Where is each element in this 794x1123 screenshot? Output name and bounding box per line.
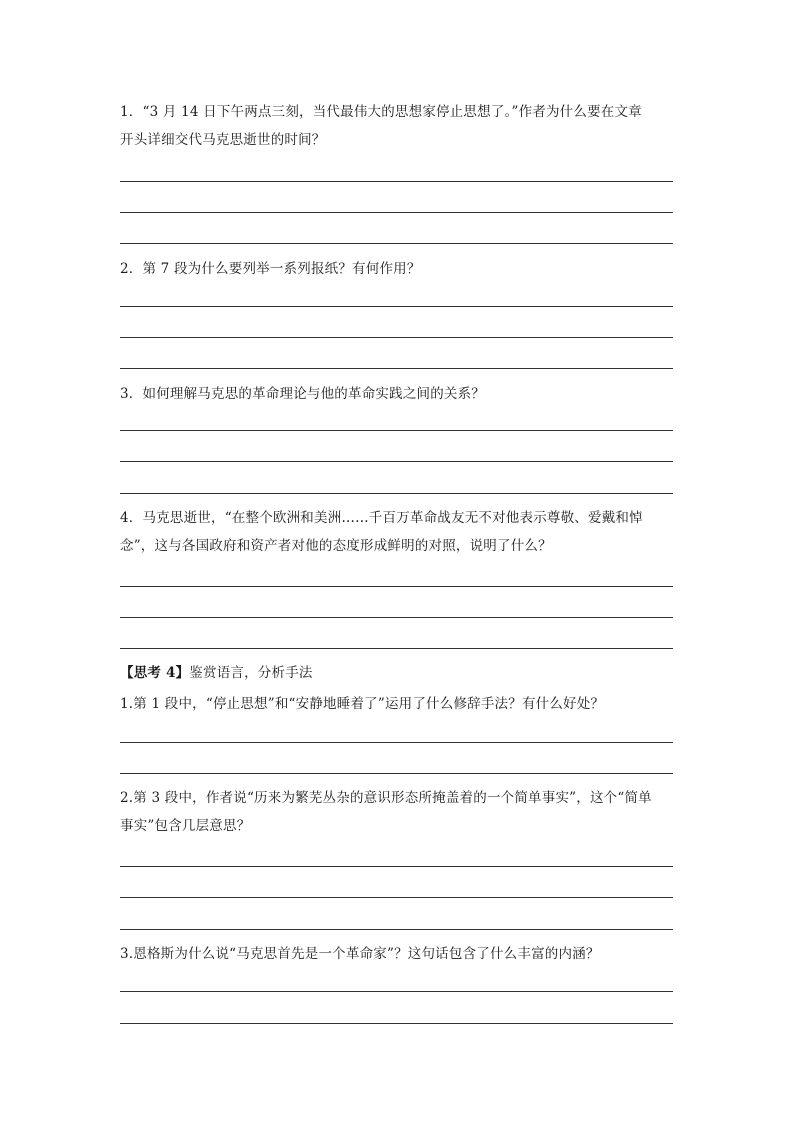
section-title: 鉴赏语言，分析手法 xyxy=(189,665,313,681)
section-heading xyxy=(120,659,680,687)
question-4-line-1: 4．马克思逝世，“在整个欧洲和美洲……千百万革命战友无不对他表示尊敬、爱戴和悼 xyxy=(120,510,643,526)
question-2 xyxy=(120,255,680,283)
answer-line[interactable] xyxy=(120,742,673,743)
answer-line[interactable] xyxy=(120,897,673,898)
answer-line[interactable] xyxy=(120,648,673,649)
answer-line[interactable] xyxy=(120,773,673,774)
answer-line[interactable] xyxy=(120,212,673,213)
question-3 xyxy=(120,380,680,408)
sub-question-2 xyxy=(120,784,680,840)
answer-line[interactable] xyxy=(120,337,673,338)
answer-line[interactable] xyxy=(120,866,673,867)
question-4-line-2: 念”，这与各国政府和资产者对他的态度形成鲜明的对照，说明了什么？ xyxy=(120,538,552,554)
question-1-line-2: 开头详细交代马克思逝世的时间？ xyxy=(120,132,326,148)
answer-line[interactable] xyxy=(120,368,673,369)
answer-line[interactable] xyxy=(120,306,673,307)
answer-line[interactable] xyxy=(120,243,673,244)
section-bracket-title: 【思考 4】 xyxy=(120,665,190,681)
answer-line[interactable] xyxy=(120,493,673,494)
question-2-line-1: 2．第 7 段为什么要列举一系列报纸？有何作用？ xyxy=(120,261,421,277)
answer-line[interactable] xyxy=(120,181,673,182)
answer-line[interactable] xyxy=(120,461,673,462)
answer-line[interactable] xyxy=(120,929,673,930)
question-1-line-1: 1．“3 月 14 日下午两点三刻，当代最伟大的思想家停止思想了。”作者为什么要在文章 xyxy=(120,104,642,120)
sub-question-2-line-2: 事实”包含几层意思？ xyxy=(120,818,251,834)
answer-line[interactable] xyxy=(120,991,673,992)
sub-question-1 xyxy=(120,690,680,718)
question-4 xyxy=(120,504,680,560)
answer-line[interactable] xyxy=(120,586,673,587)
answer-line[interactable] xyxy=(120,430,673,431)
question-1 xyxy=(120,98,680,154)
sub-question-1-line-1: 1.第 1 段中，“停止思想”和“安静地睡着了”运用了什么修辞手法？有什么好处？ xyxy=(120,696,605,712)
sub-question-3-line-1: 3.恩格斯为什么说“马克思首先是一个革命家”？这句话包含了什么丰富的内涵？ xyxy=(120,946,600,962)
sub-question-3 xyxy=(120,940,680,968)
answer-line[interactable] xyxy=(120,617,673,618)
answer-line[interactable] xyxy=(120,1023,673,1024)
question-3-line-1: 3．如何理解马克思的革命理论与他的革命实践之间的关系？ xyxy=(120,386,485,402)
sub-question-2-line-1: 2.第 3 段中，作者说“历来为繁芜丛杂的意识形态所掩盖着的一个简单事实”，这个“简单 xyxy=(120,790,652,806)
